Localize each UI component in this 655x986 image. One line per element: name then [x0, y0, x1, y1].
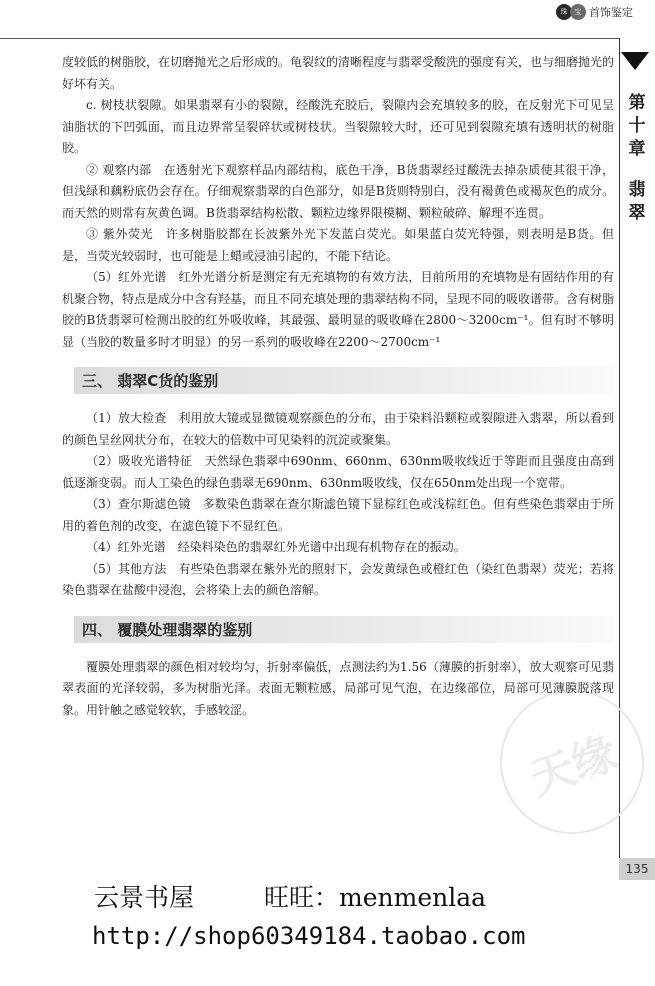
- watermark-stamp: 天缘: [480, 670, 655, 855]
- section-heading-coated: 四、 覆膜处理翡翠的鉴别: [74, 616, 614, 643]
- section-heading-c-goods: 三、 翡翠C货的鉴别: [74, 367, 614, 394]
- page-number: 135: [619, 858, 655, 880]
- page-body: [62, 52, 614, 721]
- paragraph-observe-interior: ② 观察内部 在透射光下观察样品内部结构，底色干净，B货翡翠经过酸洗去掉杂质使其很干净，但浅绿和藕粉底仍会存在。仔细观察翡翠的白色部分，如是B货则特别白，没有褐黄色或褐灰色的成分。而天然的则常有灰黄色调。B货翡翠结构松散、颗粒边缘界限模糊、颗粒破碎、解理不连贯。: [62, 162, 614, 220]
- paragraph-infrared-c: （4）红外光谱 经染料染色的翡翠红外光谱中出现有机物存在的振动。: [86, 540, 466, 554]
- paragraph-absorption-spectrum: （2）吸收光谱特征 天然绿色翡翠中690nm、660nm、630nm吸收线近于等距而且强度由高到低逐渐变弱。而人工染色的绿色翡翠无690nm、630nm吸收线，仅在650nm处出现一个宽带。: [62, 454, 614, 490]
- wangwang-id: 旺旺：menmenlaa: [264, 883, 487, 912]
- paragraph-infrared: （5）红外光谱 红外光谱分析是测定有无充填物的有效方法，目前所用的充填物是有固结作用的有机聚合物，特点是成分中含有羟基，而且不同充填处理的翡翠结构不同，呈现不同的吸收谱带。含有树脂胶的B货翡翠可检测出胶的红外吸收峰，其最强、最明显的吸收峰在2800～3200cm⁻¹。但有时不够明显（当胶的数量多时才明显）的另一系列的吸收峰在2200～2700cm⁻¹: [62, 270, 615, 349]
- paragraph-coated-jadeite: 覆膜处理翡翠的颜色相对较均匀，折射率偏低，点测法约为1.56（薄膜的折射率），放大观察可见翡翠表面的光泽较弱，多为树脂光泽。表面无颗粒感，局部可见气泡，在边缘部位，局部可见薄膜脱落现象。用针触之感觉较软，手感较涩。: [62, 659, 614, 717]
- running-header-title: 首饰鉴定: [589, 6, 633, 19]
- shop-url[interactable]: http://shop60349184.taobao.com: [92, 922, 526, 950]
- chapter-subject: 翡翠: [628, 180, 646, 223]
- publisher-logo-icon: 珠: [556, 4, 572, 20]
- paragraph-uv-fluorescence: ③ 紫外荧光 许多树脂胶都在长波紫外光下发蓝白荧光。如果蓝白荧光特强，则表明是B货。但是，当荧光较弱时，也可能是上蜡或浸油引起的，不能下结论。: [62, 227, 614, 263]
- chapter-tab: [621, 92, 653, 225]
- diamond-icon: [621, 52, 649, 70]
- paragraph-chelsea-filter: （3）查尔斯滤色镜 多数染色翡翠在查尔斯滤色镜下显棕红色或浅棕红色。但有些染色翡翠由于所用的着色剂的改变，在滤色镜下不显红色。: [62, 497, 614, 533]
- chapter-label: 第十章: [628, 93, 646, 159]
- paragraph-crackle: 度较低的树脂胶，在切磨抛光之后形成的。龟裂纹的清晰程度与翡翠受酸洗的强度有关，也与细磨抛光的好坏有关。: [62, 55, 615, 91]
- paragraph-dendritic-cracks: c. 树枝状裂隙。如果翡翠有小的裂隙，经酸洗充胶后，裂隙内会充填较多的胶，在反射光下可见呈油脂状的下凹弧面，而且边界常呈裂碎状或树枝状。当裂隙较大时，还可见到裂隙充填有透明状的树脂胶。: [62, 98, 614, 155]
- paragraph-other-methods: （5）其他方法 有些染色翡翠在紫外光的照射下，会发黄绿色或橙红色（染红色翡翠）荧光；若将染色翡翠在盐酸中浸泡，会将染上去的颜色溶解。: [62, 561, 614, 597]
- shop-name: 云景书屋: [94, 883, 195, 912]
- paragraph-magnification: （1）放大检查 利用放大镜或显微镜观察颜色的分布，由于染料沿颗粒或裂隙进入翡翠，所以看到的颜色呈丝网状分布，在较大的倍数中可见染料的沉淀或聚集。: [62, 411, 614, 447]
- shop-footer: [94, 878, 486, 914]
- header-rule: [0, 38, 620, 39]
- publisher-logo-icon-2: 宝: [570, 4, 586, 20]
- running-header: [556, 4, 633, 20]
